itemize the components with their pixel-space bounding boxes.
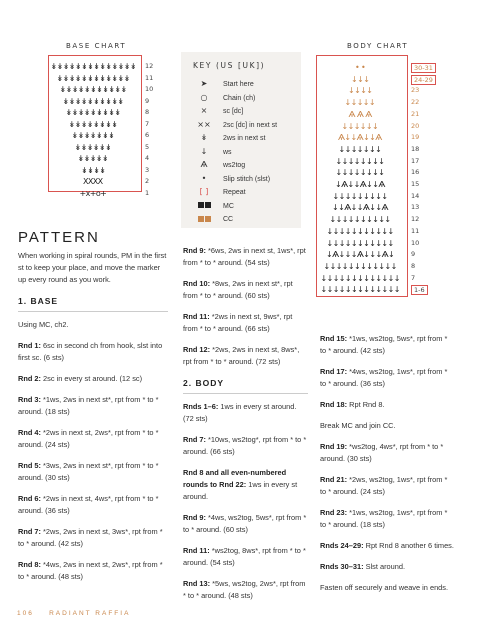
instruction-paragraph xyxy=(183,401,308,425)
instruction-paragraph xyxy=(183,512,308,536)
round-label: Rnd 1: xyxy=(18,341,41,350)
body-chart-row-8: ↓↓↓↓↓↓↓↓↓↓↓↓ xyxy=(323,261,397,271)
key-item xyxy=(191,92,255,104)
instruction-paragraph xyxy=(183,344,308,368)
round-label: Rnd 7: xyxy=(18,527,41,536)
body-chart-row-number: 16 xyxy=(411,168,420,177)
body-section-heading: 2. BODY xyxy=(183,377,308,394)
key-title: KEY (US [UK]) xyxy=(193,61,266,70)
body-chart-row-1-6: ↓↓↓↓↓↓↓↓↓↓↓↓↓ xyxy=(320,285,400,295)
instruction-text: *2ws, ws2tog, 1ws*, rpt from * to * around. (24 sts) xyxy=(320,475,448,496)
key-item-label: sc [dc] xyxy=(223,108,244,115)
round-label: Rnd 5: xyxy=(18,461,41,470)
body-chart-row-22: ↓↓↓↓↓ xyxy=(344,98,376,108)
key-item xyxy=(191,105,243,117)
base-chart-row-9: ↡↡↡↡↡↡↡↡↡↡ xyxy=(62,96,124,106)
instruction-paragraph xyxy=(18,340,168,364)
body-chart-row-17: ↓↓↓↓↓↓↓↓ xyxy=(335,156,385,166)
base-chart-row-6: ↡↡↡↡↡↡↡ xyxy=(71,131,115,140)
key-item xyxy=(191,186,246,198)
base-chart-title: BASE CHART xyxy=(66,42,127,50)
round-label: Rnd 6: xyxy=(18,494,41,503)
body-chart-row-number: 9 xyxy=(411,250,416,259)
body-chart-row-11: ↓↓↓↓↓↓↓↓↓↓↓ xyxy=(326,226,394,236)
round-label: Rnd 9: xyxy=(183,246,206,255)
body-chart-row-number: 1-6 xyxy=(411,285,428,295)
body-chart-row-20: ↓↓↓↓↓↓ xyxy=(341,121,379,131)
base-chart-row-12: ↡↡↡↡↡↡↡↡↡↡↡↡↡↡ xyxy=(50,62,136,71)
stitch-symbol-icon: ↓ xyxy=(200,146,208,156)
base-section-heading: 1. BASE xyxy=(18,295,168,312)
instruction-paragraph xyxy=(183,434,308,458)
intro-paragraph: When working in spiral rounds, PM in the first st to keep your place, and move the marker up every round as you work. xyxy=(18,251,167,284)
instruction-paragraph xyxy=(183,467,308,503)
base-chart-row-7: ↡↡↡↡↡↡↡↡ xyxy=(68,119,118,129)
base-chart-row-3: ↡↡↡↡ xyxy=(81,165,106,175)
body-chart-row-number: 13 xyxy=(411,203,420,212)
instruction-text: *6ws, 2ws in next st, 1ws*, rpt from * to * around. (54 sts) xyxy=(183,246,306,267)
instruction-paragraph xyxy=(183,578,308,602)
instruction-text: *4ws, 2ws in next st, 2ws*, rpt from * to * around. (48 sts) xyxy=(18,560,163,581)
instruction-paragraph xyxy=(320,474,455,498)
stitch-symbol-icon: ×× xyxy=(197,119,211,129)
instruction-text: *3ws, 2ws in next st*, rpt from * to * around. (30 sts) xyxy=(18,461,159,482)
base-chart-row-10: ↡↡↡↡↡↡↡↡↡↡↡ xyxy=(59,85,127,94)
body-chart-row-12: ↓↓↓↓↓↓↓↓↓↓ xyxy=(329,215,391,225)
key-item-label: Start here xyxy=(223,81,254,88)
instruction-text: 1ws in every st around. (72 sts) xyxy=(183,402,297,423)
body-chart-row-number: 30-31 xyxy=(411,63,436,73)
key-item-label: ws2tog xyxy=(223,162,246,169)
base-chart-row-number: 6 xyxy=(145,131,150,139)
instruction-paragraph xyxy=(18,427,168,451)
instruction-text: Rpt Rnd 8 another 6 times. xyxy=(363,541,454,550)
instruction-paragraph xyxy=(320,399,455,411)
round-label: Rnd 8 and all even-numbered rounds to Rnd 22: xyxy=(183,468,287,489)
key-item xyxy=(191,78,254,90)
pattern-heading: PATTERN xyxy=(18,229,100,246)
instruction-text: Break MC and join CC. xyxy=(320,421,396,430)
stitch-symbol-icon: ○ xyxy=(200,92,208,102)
key-panel xyxy=(181,52,301,228)
round-label: Rnd 19: xyxy=(320,442,348,451)
stitch-symbol-icon: [ ] xyxy=(199,187,209,196)
round-label: Rnds 1–6: xyxy=(183,402,219,411)
body-chart-row-number: 18 xyxy=(411,144,420,153)
base-chart-row-8: ↡↡↡↡↡↡↡↡↡ xyxy=(65,108,121,117)
instruction-text: *2ws in next st, 4ws*, rpt from * to * around. (36 sts) xyxy=(18,494,159,515)
body-chart-row-number: 7 xyxy=(411,273,416,282)
instruction-text: *8ws, 2ws in next st*, rpt from * to * around. (60 sts) xyxy=(183,279,293,300)
round-label: Rnd 9: xyxy=(183,513,206,522)
instruction-paragraph xyxy=(18,526,168,550)
instruction-paragraph xyxy=(18,373,168,385)
instruction-text: *5ws, ws2tog, 2ws*, rpt from * to * around. (48 sts) xyxy=(183,579,306,600)
body-chart-row-number: 17 xyxy=(411,156,420,165)
stitch-symbol-icon: • xyxy=(201,173,207,183)
stitch-symbol-icon: × xyxy=(200,106,208,115)
stitch-symbol-icon: Ѧ xyxy=(200,160,208,169)
base-chart-row-5: ↡↡↡↡↡↡ xyxy=(74,142,112,152)
instruction-text: Slst around. xyxy=(363,562,406,571)
base-chart-row-number: 5 xyxy=(145,142,150,151)
body-chart-row-9: ↓Ѧ↓↓↓Ѧ↓↓↓Ѧ↓ xyxy=(326,250,395,260)
base-chart-row-number: 11 xyxy=(145,73,154,82)
instruction-paragraph xyxy=(320,561,455,573)
instruction-text: *1ws, ws2tog, 5ws*, rpt from * to * around. (42 sts) xyxy=(320,334,448,355)
base-chart-row-number: 9 xyxy=(145,96,150,105)
base-using-text: Using MC, ch2. xyxy=(18,320,69,329)
instruction-text: *2ws in next st, 2ws*, rpt from * to * around. (24 sts) xyxy=(18,428,159,449)
page-number: 106 xyxy=(17,610,34,617)
base-chart-row-number: 4 xyxy=(145,154,150,162)
body-chart-row-7: ↓↓↓↓↓↓↓↓↓↓↓↓↓ xyxy=(320,273,400,283)
key-item xyxy=(191,173,270,185)
key-item xyxy=(191,159,245,171)
instruction-paragraph xyxy=(320,582,455,594)
instruction-paragraph xyxy=(320,540,455,552)
body-chart-row-24-29: ↓↓↓ xyxy=(351,74,370,84)
instruction-text: *4ws, ws2tog, 5ws*, rpt from * to * around. (60 sts) xyxy=(183,513,307,534)
instruction-text: 2sc in every st around. (12 sc) xyxy=(41,374,143,383)
body-chart-row-number: 19 xyxy=(411,133,420,142)
color-swatch-icon xyxy=(191,213,217,225)
body-chart-row-15: ↓Ѧ↓↓Ѧ↓↓Ѧ xyxy=(335,180,385,189)
instruction-paragraph xyxy=(320,441,455,465)
key-item xyxy=(191,200,234,212)
instruction-text: *1ws, ws2tog, 1ws*, rpt from * to * around. (18 sts) xyxy=(320,508,448,529)
instruction-paragraph xyxy=(18,460,168,484)
body-chart-row-number: 24-29 xyxy=(411,75,436,85)
base-chart-row-number: 12 xyxy=(145,62,154,70)
body-chart-row-number: 11 xyxy=(411,226,420,235)
round-label: Rnds 24–29: xyxy=(320,541,364,550)
round-label: Rnds 30–31: xyxy=(320,562,364,571)
round-label: Rnd 11: xyxy=(183,312,210,321)
column-3 xyxy=(320,333,455,603)
base-chart-row-11: ↡↡↡↡↡↡↡↡↡↡↡↡ xyxy=(56,73,130,83)
color-swatch-icon xyxy=(191,200,217,212)
round-label: Rnd 7: xyxy=(183,435,206,444)
instruction-text: 1ws in every st around. xyxy=(183,480,298,501)
page-footer xyxy=(17,610,130,617)
body-chart-row-number: 8 xyxy=(411,261,416,270)
instruction-text: 6sc in second ch from hook, slst into first sc. (6 sts) xyxy=(18,341,163,362)
body-chart-row-16: ↓↓↓↓↓↓↓↓ xyxy=(335,168,385,178)
round-label: Rnd 8: xyxy=(18,560,41,569)
body-chart-row-13: ↓↓Ѧ↓↓Ѧ↓↓Ѧ xyxy=(332,203,388,213)
instruction-text: *ws2tog, 4ws*, rpt from * to * around. (30 sts) xyxy=(320,442,444,463)
key-item-label: Slip stitch (slst) xyxy=(223,175,271,183)
round-label: Rnd 13: xyxy=(183,579,211,588)
instruction-paragraph xyxy=(320,420,455,432)
round-label: Rnd 18: xyxy=(320,400,348,409)
base-chart-row-number: 3 xyxy=(145,165,150,174)
instruction-text: *2ws, 2ws in next st, 8ws*, rpt from * to * around. (72 sts) xyxy=(183,345,300,366)
body-chart-row-23: ↓↓↓↓ xyxy=(348,86,373,96)
base-chart-row-number: 10 xyxy=(145,85,154,93)
round-label: Rnd 11: xyxy=(183,546,210,555)
round-label: Rnd 17: xyxy=(320,367,348,376)
instruction-text: *1ws, 2ws in next st*, rpt from * to * around. (18 sts) xyxy=(18,395,159,416)
stitch-symbol-icon: ↡ xyxy=(200,133,208,142)
instruction-paragraph xyxy=(183,278,308,302)
body-chart-row-number: 15 xyxy=(411,180,420,188)
key-item xyxy=(191,132,265,144)
instruction-paragraph xyxy=(18,394,168,418)
body-chart-title: BODY CHART xyxy=(347,42,409,50)
round-label: Rnd 21: xyxy=(320,475,348,484)
base-chart-row-number: 7 xyxy=(145,119,150,128)
key-item-label: MC xyxy=(223,202,234,210)
body-chart-row-10: ↓↓↓↓↓↓↓↓↓↓↓ xyxy=(326,238,394,248)
column-1 xyxy=(18,250,168,592)
key-item-label: Repeat xyxy=(223,189,246,196)
round-label: Rnd 10: xyxy=(183,279,211,288)
instruction-paragraph xyxy=(320,333,455,357)
round-label: Rnd 23: xyxy=(320,508,348,517)
key-item-label: CC xyxy=(223,216,234,223)
base-chart-row-2: XXXX xyxy=(83,177,103,186)
instruction-text: *10ws, ws2tog*, rpt from * to * around. (66 sts) xyxy=(183,435,307,456)
key-item-label: 2sc [dc] in next st xyxy=(223,121,278,129)
body-chart-row-number: 12 xyxy=(411,215,420,224)
body-chart-row-number: 23 xyxy=(411,86,420,95)
instruction-text: Rpt Rnd 8. xyxy=(347,400,385,409)
round-label: Rnd 2: xyxy=(18,374,41,383)
key-item-label: 2ws in next st xyxy=(223,135,266,142)
body-chart-row-19: Ѧ↓↓Ѧ↓↓Ѧ xyxy=(338,133,382,143)
instruction-text: Fasten off securely and weave in ends. xyxy=(320,583,449,592)
instruction-paragraph xyxy=(320,366,455,390)
stitch-symbol-icon: ➤ xyxy=(200,79,208,88)
key-item xyxy=(191,213,233,225)
instruction-text: *4ws, ws2tog, 1ws*, rpt from * to * around. (36 sts) xyxy=(320,367,448,388)
key-item-label: ws xyxy=(223,148,232,156)
instruction-paragraph xyxy=(18,559,168,583)
base-chart-row-4: ↡↡↡↡↡ xyxy=(77,154,109,163)
instruction-text: *ws2tog, 8ws*, rpt from * to * around. (54 sts) xyxy=(183,546,306,567)
base-chart-row-number: 2 xyxy=(145,177,150,185)
instruction-paragraph xyxy=(320,507,455,531)
body-chart-row-30-31: • • xyxy=(355,63,366,72)
base-chart-row-number: 1 xyxy=(145,188,150,197)
body-chart-row-18: ↓↓↓↓↓↓↓ xyxy=(338,144,382,154)
base-chart-row-1: +x+o+ xyxy=(79,188,107,198)
instruction-text: *2ws in next st, 9ws*, rpt from * to * around. (66 sts) xyxy=(183,312,293,333)
body-chart-row-21: Ѧ Ѧ Ѧ xyxy=(348,109,372,119)
column-2 xyxy=(183,245,308,611)
instruction-paragraph xyxy=(183,245,308,269)
instruction-text: *2ws, 2ws in next st, 3ws*, rpt from * to * around. (42 sts) xyxy=(18,527,163,548)
body-chart-row-14: ↓↓↓↓↓↓↓↓↓ xyxy=(332,191,388,201)
instruction-paragraph xyxy=(18,493,168,517)
key-item-label: Chain (ch) xyxy=(223,94,256,102)
book-title: RADIANT RAFFIA xyxy=(49,610,131,617)
instruction-paragraph xyxy=(183,545,308,569)
key-item xyxy=(191,119,277,131)
base-chart-row-number: 8 xyxy=(145,108,150,116)
body-chart-row-number: 10 xyxy=(411,238,420,247)
instruction-paragraph xyxy=(183,311,308,335)
round-label: Rnd 15: xyxy=(320,334,348,343)
body-chart-row-number: 22 xyxy=(411,98,420,107)
key-item xyxy=(191,146,232,158)
body-chart-row-number: 20 xyxy=(411,121,420,130)
round-label: Rnd 12: xyxy=(183,345,211,354)
body-chart-row-number: 21 xyxy=(411,109,420,118)
body-chart-row-number: 14 xyxy=(411,191,420,200)
round-label: Rnd 4: xyxy=(18,428,41,437)
round-label: Rnd 3: xyxy=(18,395,41,404)
